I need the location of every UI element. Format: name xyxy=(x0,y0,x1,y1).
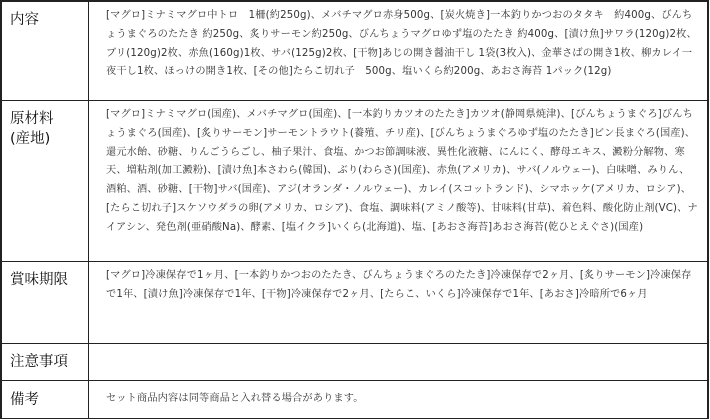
product-info-table xyxy=(1,1,708,419)
best-before-text: [マグロ]冷凍保存で1ヶ月、[一本釣りかつおのたたき、びんちょうまぐろのたたき]冷凍保存で2ヶ月、[炙りサーモン]冷凍保存で1年、[漬け魚]冷凍保存で1年、[干物]冷凍保存で2ヶ月、[たらこ、いくら]冷凍保存で1年、[あおさ]冷暗所で6ヶ月 xyxy=(89,262,708,344)
remarks-text: セット商品内容は同等商品と入れ替る場合があります。 xyxy=(89,381,708,419)
contents-text: [マグロ]ミナミマグロ中トロ 1柵(約250g)、メバチマグロ赤身500g、[炭火焼き]一本釣りかつおのタタキ 約400g、びんちょうまぐろのたたき 約250g、炙りサーモン約250g、びんちょうマグロゆず塩のたたき 約400g、[漬け魚]サワラ(120g)2枚、ブリ(120g)2枚、赤魚(160g)1枚、サバ(125g)2枚、[干物]あじの開き醤油干し 1袋(3枚入)、金華さばの開き1枚、柳カレイ一夜干し1枚、ほっけの開き1枚、[その他]たらこ切れ子 500g、塩いくら約200g、あおさ海苔 1パック(12g) xyxy=(89,2,708,101)
heading-best-before: 賞味期限 xyxy=(2,262,89,344)
heading-contents: 内容 xyxy=(2,2,89,101)
cautions-text xyxy=(89,344,708,381)
row-contents xyxy=(2,2,708,101)
row-ingredients xyxy=(2,101,708,262)
heading-remarks: 備考 xyxy=(2,381,89,419)
row-cautions xyxy=(2,344,708,381)
heading-cautions: 注意事項 xyxy=(2,344,89,381)
heading-ingredients-text: 原材料 (産地) xyxy=(10,111,54,147)
heading-ingredients xyxy=(2,101,89,262)
row-best-before xyxy=(2,262,708,344)
ingredients-text: [マグロ]ミナミマグロ(国産)、メバチマグロ(国産)、[一本釣りカツオのたたき]カツオ(静岡県焼津)、[びんちょうまぐろ]びんちょうまぐろ(国産)、[炙りサーモン]サーモントラウト(養殖、チリ産)、[びんちょうまぐろゆず塩のたたき]ビン長まぐろ(国産)、還元水飴、砂糖、りんごうらごし、柚子果汁、食塩、かつお節調味液、異性化液糖、にんにく、酵母エキス、澱粉分解物、寒天、増粘剤(加工澱粉)、[漬け魚]本さわら(韓国)、ぶり(わらさ)(国産)、赤魚(アメリカ)、サバ(ノルウェー)、白味噌、みりん、酒粕、酒、砂糖、[干物]サバ(国産)、アジ(オランダ・ノルウェー)、カレイ(スコットランド)、シマホッケ(アメリカ、ロシア)、[たらこ切れ子]スケソウダラの卵(アメリカ、ロシア)、食塩、調味料(アミノ酸等)、甘味料(甘草)、着色料、酸化防止剤(VC)、ナイアシン、発色剤(亜硝酸Na)、酵素、[塩イクラ]いくら(北海道)、塩、[あおさ海苔]あおさ海苔(乾ひとえぐさ)(国産) xyxy=(89,101,708,262)
row-remarks xyxy=(2,381,708,419)
